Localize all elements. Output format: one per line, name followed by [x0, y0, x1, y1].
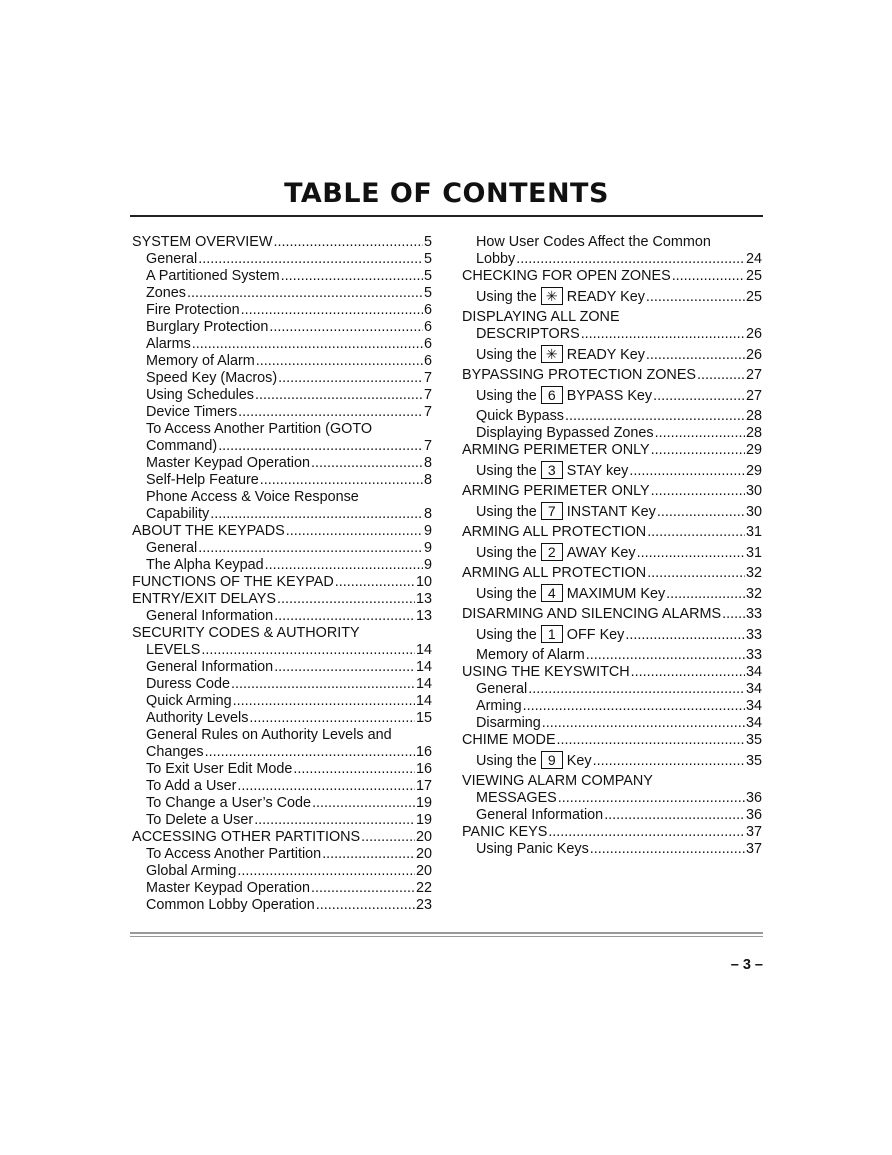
toc-entry-title-line1[interactable]: SECURITY CODES & AUTHORITY: [132, 625, 360, 641]
toc-entry-title: To Add a User: [146, 778, 237, 794]
key-1-icon: 1: [541, 625, 563, 643]
toc-entry[interactable]: [132, 557, 432, 574]
toc-entry[interactable]: [462, 442, 762, 459]
toc-entry-title: A Partitioned System: [146, 268, 280, 284]
toc-page-number: 5: [423, 234, 432, 250]
toc-page-number: 8: [423, 455, 432, 471]
toc-entry[interactable]: [132, 591, 432, 608]
toc-entry[interactable]: [462, 425, 762, 442]
asterisk-key-icon: ✳: [541, 287, 563, 305]
toc-page-number: 5: [423, 285, 432, 301]
toc-page-number: 35: [745, 732, 762, 748]
toc-page-number: 10: [415, 574, 432, 590]
toc-page-number: 34: [745, 698, 762, 714]
toc-entry-title: Command): [146, 438, 218, 454]
toc-page-number: 5: [423, 268, 432, 284]
toc-entry[interactable]: Using the ✳ READY Key ..... 25: [462, 287, 762, 307]
toc-entry-title: General Information: [476, 807, 604, 823]
toc-entry[interactable]: [132, 642, 432, 659]
toc-page-number: 17: [415, 778, 432, 794]
toc-entry[interactable]: [462, 483, 762, 500]
toc-page-number: 28: [745, 408, 762, 424]
toc-entry[interactable]: Using the 7 INSTANT Key ..... 30: [462, 502, 762, 522]
toc-page-number: 36: [745, 807, 762, 823]
toc-entry[interactable]: [132, 659, 432, 676]
toc-entry-title: DESCRIPTORS: [476, 326, 580, 342]
toc-entry-title-line1[interactable]: General Rules on Authority Levels and: [146, 727, 392, 743]
toc-page-number: 7: [423, 370, 432, 386]
toc-entry[interactable]: [462, 732, 762, 749]
toc-entry[interactable]: [462, 664, 762, 681]
toc-entry[interactable]: [462, 841, 762, 858]
toc-entry[interactable]: [132, 693, 432, 710]
toc-entry[interactable]: [132, 268, 432, 285]
toc-entry[interactable]: [132, 778, 432, 795]
toc-entry[interactable]: [462, 251, 762, 268]
toc-entry[interactable]: Using the ✳ READY Key ..... 26: [462, 345, 762, 365]
toc-entry[interactable]: [462, 715, 762, 732]
toc-page-number: 33: [745, 627, 762, 643]
toc-entry-title: ARMING ALL PROTECTION: [462, 524, 647, 540]
toc-entry[interactable]: [132, 455, 432, 472]
toc-entry[interactable]: [462, 681, 762, 698]
toc-page-number: 24: [745, 251, 762, 267]
toc-entry-title: LEVELS: [146, 642, 201, 658]
toc-entry-title: Common Lobby Operation: [146, 897, 315, 913]
toc-entry[interactable]: [132, 897, 432, 914]
title-rule: [130, 215, 763, 217]
toc-entry-title: USING THE KEYSWITCH: [462, 664, 630, 680]
toc-entry-title: Arming: [476, 698, 522, 714]
toc-entry-title: ENTRY/EXIT DELAYS: [132, 591, 276, 607]
toc-entry-title: Duress Code: [146, 676, 230, 692]
toc-entry[interactable]: [132, 540, 432, 557]
toc-page-number: 8: [423, 472, 432, 488]
toc-page-number: 20: [415, 846, 432, 862]
toc-entry[interactable]: [132, 846, 432, 863]
toc-page-number: 31: [745, 524, 762, 540]
toc-entry-title: ACCESSING OTHER PARTITIONS: [132, 829, 361, 845]
toc-page-number: 25: [745, 268, 762, 284]
toc-page-number: 13: [415, 608, 432, 624]
toc-page-number: 31: [745, 545, 762, 561]
toc-entry[interactable]: [462, 367, 762, 384]
toc-entry-title: CHIME MODE: [462, 732, 556, 748]
toc-entry[interactable]: [132, 506, 432, 523]
toc-page-number: 6: [423, 336, 432, 352]
toc-entry-title: Lobby: [476, 251, 516, 267]
toc-page-number: 14: [415, 693, 432, 709]
toc-entry[interactable]: [132, 387, 432, 404]
toc-page-number: 22: [415, 880, 432, 896]
toc-entry[interactable]: [462, 408, 762, 425]
toc-entry-title: SYSTEM OVERVIEW: [132, 234, 273, 250]
toc-entry-title: Master Keypad Operation: [146, 880, 310, 896]
toc-page-number: 34: [745, 715, 762, 731]
toc-entry[interactable]: [462, 565, 762, 582]
toc-entry[interactable]: [462, 647, 762, 664]
toc-entry-title: Quick Bypass: [476, 408, 564, 424]
toc-page-number: 35: [745, 753, 762, 769]
toc-entry-title: Quick Arming: [146, 693, 232, 709]
toc-page-number: 36: [745, 790, 762, 806]
toc-entry-title: General Information: [146, 608, 274, 624]
toc-entry[interactable]: [132, 676, 432, 693]
toc-page-number: 33: [745, 606, 762, 622]
toc-page-number: 14: [415, 676, 432, 692]
toc-entry-title: To Access Another Partition: [146, 846, 322, 862]
toc-entry[interactable]: [462, 790, 762, 807]
toc-entry[interactable]: Using the 9 Key ..... 35: [462, 751, 762, 771]
key-2-icon: 2: [541, 543, 563, 561]
toc-entry-title: BYPASSING PROTECTION ZONES: [462, 367, 697, 383]
key-9-icon: 9: [541, 751, 563, 769]
toc-entry[interactable]: [132, 574, 432, 591]
toc-entry-title: Authority Levels: [146, 710, 249, 726]
toc-page-number: 20: [415, 863, 432, 879]
toc-page-number: 9: [423, 557, 432, 573]
toc-entry-title: Capability: [146, 506, 210, 522]
toc-page-number: 19: [415, 812, 432, 828]
toc-page-number: 27: [745, 388, 762, 404]
toc-entry-title: To Change a User’s Code: [146, 795, 312, 811]
toc-entry[interactable]: [132, 234, 432, 251]
toc-entry-title: To Delete a User: [146, 812, 254, 828]
toc-entry-title: Alarms: [146, 336, 191, 352]
toc-entry-title: CHECKING FOR OPEN ZONES: [462, 268, 671, 284]
toc-page-number: 26: [745, 326, 762, 342]
key-4-icon: 4: [541, 584, 563, 602]
toc-entry-title: PANIC KEYS: [462, 824, 548, 840]
key-6-icon: 6: [541, 386, 563, 404]
toc-entry[interactable]: [132, 285, 432, 302]
toc-page-number: 7: [423, 387, 432, 403]
toc-page-number: 29: [745, 463, 762, 479]
toc-entry[interactable]: [462, 807, 762, 824]
toc-right-column: [462, 234, 762, 858]
toc-page-number: 33: [745, 647, 762, 663]
toc-entry[interactable]: [132, 880, 432, 897]
toc-entry-title: ABOUT THE KEYPADS: [132, 523, 285, 539]
toc-entry[interactable]: [132, 863, 432, 880]
toc-entry[interactable]: [462, 326, 762, 343]
toc-page-number: 14: [415, 642, 432, 658]
toc-page-number: 6: [423, 319, 432, 335]
toc-entry-title: General: [146, 540, 198, 556]
toc-page-number: 7: [423, 438, 432, 454]
toc-entry-title-line1[interactable]: DISPLAYING ALL ZONE: [462, 309, 620, 325]
toc-page-number: 37: [745, 841, 762, 857]
toc-page-number: 37: [745, 824, 762, 840]
toc-page-number: 27: [745, 367, 762, 383]
toc-entry-title: Speed Key (Macros): [146, 370, 278, 386]
toc-page-number: 30: [745, 504, 762, 520]
toc-entry[interactable]: [462, 268, 762, 285]
toc-page-number: 7: [423, 404, 432, 420]
toc-entry-title: Memory of Alarm: [476, 647, 585, 663]
toc-entry[interactable]: [132, 761, 432, 778]
toc-page-number: 20: [415, 829, 432, 845]
toc-entry[interactable]: [132, 404, 432, 421]
toc-entry-title-line1[interactable]: VIEWING ALARM COMPANY: [462, 773, 653, 789]
toc-entry[interactable]: [132, 302, 432, 319]
toc-entry-title: Device Timers: [146, 404, 238, 420]
toc-entry-title: Burglary Protection: [146, 319, 269, 335]
toc-entry[interactable]: [132, 353, 432, 370]
toc-entry-title: FUNCTIONS OF THE KEYPAD: [132, 574, 334, 590]
toc-page-number: 14: [415, 659, 432, 675]
toc-entry-title: Using Schedules: [146, 387, 254, 403]
toc-entry[interactable]: Using the 2 AWAY Key ..... 31: [462, 543, 762, 563]
toc-left-column: [132, 234, 432, 914]
toc-page-number: 16: [415, 761, 432, 777]
toc-entry-title: Memory of Alarm: [146, 353, 255, 369]
toc-page-number: 23: [415, 897, 432, 913]
toc-entry[interactable]: [132, 710, 432, 727]
toc-entry[interactable]: [132, 336, 432, 353]
toc-page-number: 28: [745, 425, 762, 441]
toc-entry-title: Using Panic Keys: [476, 841, 589, 857]
toc-entry[interactable]: [462, 524, 762, 541]
toc-page-number: 8: [423, 506, 432, 522]
footer-rule-thin: [130, 936, 763, 937]
toc-entry-title: ARMING PERIMETER ONLY: [462, 483, 650, 499]
toc-page-number: 29: [745, 442, 762, 458]
toc-entry-title: ARMING ALL PROTECTION: [462, 565, 647, 581]
page-number: – 3 –: [730, 957, 763, 973]
toc-entry-title-line1[interactable]: To Access Another Partition (GOTO: [146, 421, 373, 437]
toc-entry-title: Zones: [146, 285, 186, 301]
toc-entry[interactable]: [132, 829, 432, 846]
toc-entry-title: General: [146, 251, 198, 267]
toc-entry[interactable]: [462, 606, 762, 623]
toc-page-number: 5: [423, 251, 432, 267]
toc-page-number: 9: [423, 523, 432, 539]
toc-entry[interactable]: Using the 4 MAXIMUM Key ..... 32: [462, 584, 762, 604]
toc-entry-title: General: [476, 681, 528, 697]
page-title: TABLE OF CONTENTS: [284, 178, 609, 209]
toc-page-number: 19: [415, 795, 432, 811]
asterisk-key-icon: ✳: [541, 345, 563, 363]
toc-entry-title: Changes: [146, 744, 204, 760]
toc-entry[interactable]: Using the 1 OFF Key ..... 33: [462, 625, 762, 645]
toc-entry-title: The Alpha Keypad: [146, 557, 264, 573]
toc-entry-title: Master Keypad Operation: [146, 455, 310, 471]
toc-entry-title: MESSAGES: [476, 790, 557, 806]
toc-entry-title: General Information: [146, 659, 274, 675]
toc-entry-title-line1[interactable]: Phone Access & Voice Response: [146, 489, 359, 505]
toc-entry[interactable]: Using the 3 STAY key ..... 29: [462, 461, 762, 481]
toc-page-number: 9: [423, 540, 432, 556]
toc-page-number: 26: [745, 347, 762, 363]
toc-entry-title: Self-Help Feature: [146, 472, 259, 488]
toc-entry[interactable]: [132, 523, 432, 540]
toc-page-number: 34: [745, 664, 762, 680]
toc-entry[interactable]: [132, 608, 432, 625]
toc-entry-title: Displaying Bypassed Zones: [476, 425, 654, 441]
toc-entry[interactable]: [132, 319, 432, 336]
toc-entry[interactable]: [462, 698, 762, 715]
toc-page-number: 6: [423, 302, 432, 318]
toc-entry[interactable]: [132, 370, 432, 387]
toc-entry-title: ARMING PERIMETER ONLY: [462, 442, 650, 458]
toc-entry[interactable]: [132, 472, 432, 489]
toc-entry[interactable]: [132, 438, 432, 455]
toc-entry[interactable]: [132, 251, 432, 268]
toc-entry-title: Fire Protection: [146, 302, 240, 318]
toc-entry[interactable]: [462, 824, 762, 841]
toc-entry-title-line1[interactable]: How User Codes Affect the Common: [476, 234, 711, 250]
toc-page-number: 6: [423, 353, 432, 369]
toc-page-number: 25: [745, 289, 762, 305]
toc-entry[interactable]: [132, 795, 432, 812]
toc-entry-title: DISARMING AND SILENCING ALARMS: [462, 606, 722, 622]
toc-entry-title: Disarming: [476, 715, 541, 731]
toc-entry[interactable]: [132, 744, 432, 761]
toc-page-number: 30: [745, 483, 762, 499]
toc-page-number: 16: [415, 744, 432, 760]
toc-entry[interactable]: [132, 812, 432, 829]
toc-page-number: 34: [745, 681, 762, 697]
key-7-icon: 7: [541, 502, 563, 520]
toc-page-number: 13: [415, 591, 432, 607]
toc-entry[interactable]: Using the 6 BYPASS Key ..... 27: [462, 386, 762, 406]
toc-page-number: 32: [745, 586, 762, 602]
toc-page-number: 15: [415, 710, 432, 726]
footer-rule: [130, 932, 763, 934]
toc-entry-title: Global Arming: [146, 863, 237, 879]
toc-page-number: 32: [745, 565, 762, 581]
toc-entry-title: To Exit User Edit Mode: [146, 761, 293, 777]
key-3-icon: 3: [541, 461, 563, 479]
